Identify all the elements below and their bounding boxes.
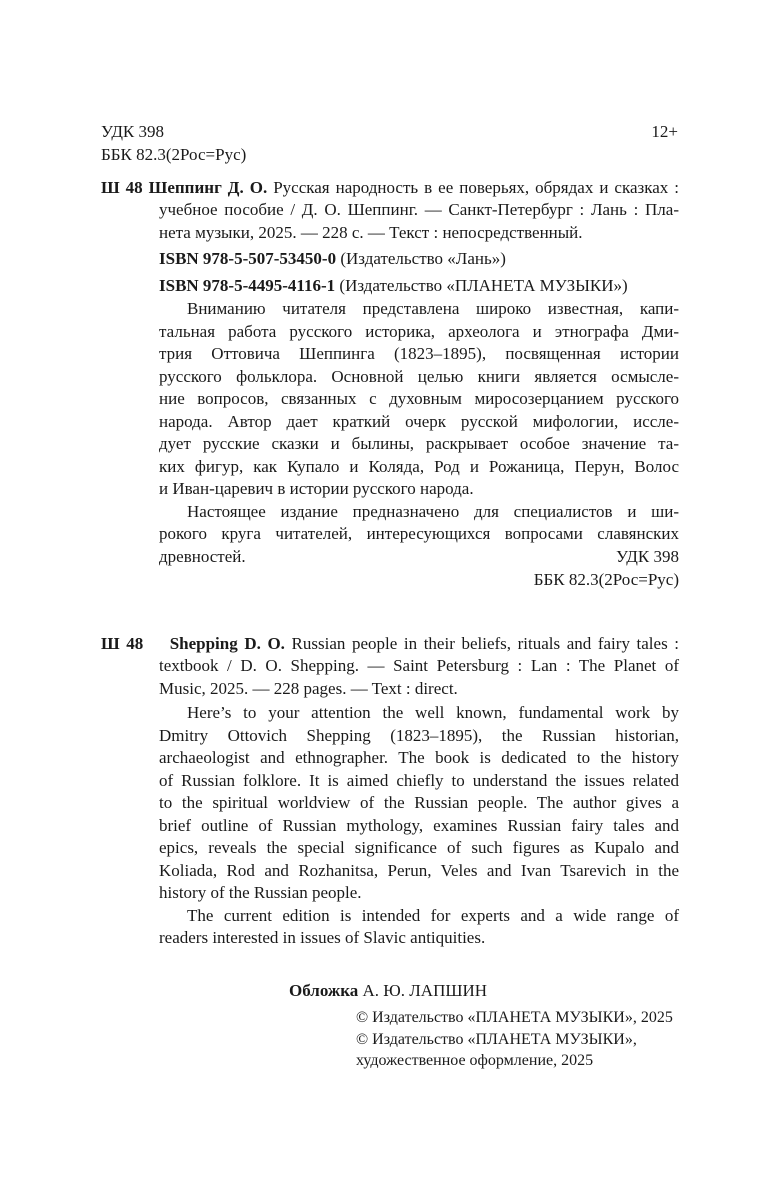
abstract-line: рокого круга читателей, интересующихся вопросами славянских — [159, 524, 679, 543]
abstract-line: to the spiritual worldview of the Russian people. The author gives a — [159, 793, 679, 812]
ru-record-line-1 — [101, 177, 679, 200]
cover-credit — [289, 980, 689, 1003]
abstract-line: и Иван-царевич в истории русского народа. — [159, 479, 474, 498]
header-udk: УДК 398 — [101, 122, 165, 141]
header-classification — [101, 121, 246, 166]
isbn-publisher: (Издательство «Лань») — [336, 249, 506, 268]
abstract-line: Koliada, Rod and Rozhanitsa, Perun, Veles and Ivan Tsarevich in the — [159, 860, 679, 880]
en-record-heading — [101, 633, 679, 656]
isbn-number: ISBN 978-5-4495-4116-1 — [159, 275, 336, 295]
ru-record-title-line: учебное пособие / Д. О. Шеппинг. — Санкт-Петербург : Лань : Пла- — [159, 200, 679, 219]
abstract-line: тальная работа русского историка, археолога и этнографа Дми- — [159, 321, 679, 341]
en-record-title-line: Music, 2025. — 228 pages. — Text : direct. — [159, 678, 458, 698]
en-record-title-line: textbook / D. O. Shepping. — Saint Petersburg : Lan : The Planet of — [159, 656, 679, 675]
en-abstract-paragraph-2 — [159, 905, 679, 950]
age-rating — [600, 121, 678, 144]
en-record-title-continuation — [159, 655, 679, 700]
abstract-line: дует русские сказки и былины, раскрывает особое значение та- — [159, 434, 679, 453]
abstract-line: epics, reveals the special significance of such figures as Kupalo and — [159, 838, 679, 857]
copyright-line: © Издательство «ПЛАНЕТА МУЗЫКИ», 2025 — [356, 1009, 673, 1026]
header-bbk: ББК 82.3(2Рос=Рус) — [101, 144, 247, 164]
abstract-line: ких фигур, как Купало и Коляда, Род и Рожаница, Перун, Волос — [159, 456, 679, 476]
abstract-line: Настоящее издание предназначено для специалистов и ши- — [187, 501, 679, 521]
abstract-line: народа. Автор дает краткий очерк русской мифологии, иссле- — [159, 411, 679, 431]
ru-isbn-2 — [159, 275, 679, 298]
ru-isbn-1 — [159, 248, 679, 271]
en-record-title-line: Russian people in their beliefs, rituals and fairy tales : — [284, 634, 680, 653]
ru-record-author: Шеппинг Д. О. — [148, 178, 268, 197]
abstract-line: русского фольклора. Основной целью книги является осмысле- — [159, 366, 679, 386]
abstract-line: ние вопросов, связанных с духовным миросозерцанием русского — [159, 389, 679, 408]
cover-label: Обложка — [289, 981, 359, 1000]
abstract-line: трия Оттовича Шеппинга (1823–1895), посвященная истории — [159, 344, 679, 363]
en-abstract — [159, 702, 679, 950]
abstract-line: The current edition is intended for experts and a wide range of — [187, 905, 679, 925]
copyright-block — [356, 1007, 686, 1072]
ru-record-title-line: нета музыки, 2025. — 228 с. — Текст : непосредственный. — [159, 222, 583, 242]
abstract-line: of Russian folklore. It is aimed chiefly to understand the issues related — [159, 770, 679, 790]
en-record-line-1 — [101, 633, 679, 656]
abstract-line: древностей. — [159, 546, 246, 566]
footer-udk: УДК 398 — [615, 547, 679, 566]
isbn-number: ISBN 978-5-507-53450-0 — [159, 249, 337, 268]
abstract-line: archaeologist and ethnographer. The book is dedicated to the history — [159, 748, 679, 767]
ru-abstract — [159, 298, 679, 568]
abstract-line: brief outline of Russian mythology, examines Russian fairy tales and — [159, 815, 679, 835]
copyright-line: художественное оформление, 2025 — [356, 1052, 594, 1069]
footer-bbk: ББК 82.3(2Рос=Рус) — [533, 569, 679, 589]
abstract-line: history of the Russian people. — [159, 883, 362, 902]
ru-record-title-line: Русская народность в ее поверьях, обрядах и сказках : — [267, 178, 679, 197]
ru-abstract-paragraph-1 — [159, 298, 679, 501]
en-record-author: Shepping D. O. — [169, 634, 285, 653]
abstract-line: Here’s to your attention the well known, fundamental work by — [187, 703, 679, 722]
ru-record-title-continuation — [159, 199, 679, 244]
age-rating-text: 12+ — [651, 122, 678, 141]
ru-isbn-list — [159, 248, 679, 297]
cover-name: А. Ю. ЛАПШИН — [358, 981, 488, 1000]
abstract-line: Вниманию читателя представлена широко известная, капи- — [187, 299, 679, 318]
en-record-code: Ш 48 — [101, 634, 144, 653]
copyright-line: © Издательство «ПЛАНЕТА МУЗЫКИ», — [356, 1030, 637, 1048]
en-abstract-paragraph-1 — [159, 702, 679, 905]
ru-footer-classification — [400, 546, 679, 591]
abstract-line: Dmitry Ottovich Shepping (1823–1895), the Russian historian, — [159, 725, 679, 745]
ru-record-heading — [101, 177, 679, 200]
isbn-publisher: (Издательство «ПЛАНЕТА МУЗЫКИ») — [335, 275, 628, 295]
ru-record-code: Ш 48 — [101, 178, 143, 197]
abstract-line: readers interested in issues of Slavic antiquities. — [159, 928, 486, 947]
